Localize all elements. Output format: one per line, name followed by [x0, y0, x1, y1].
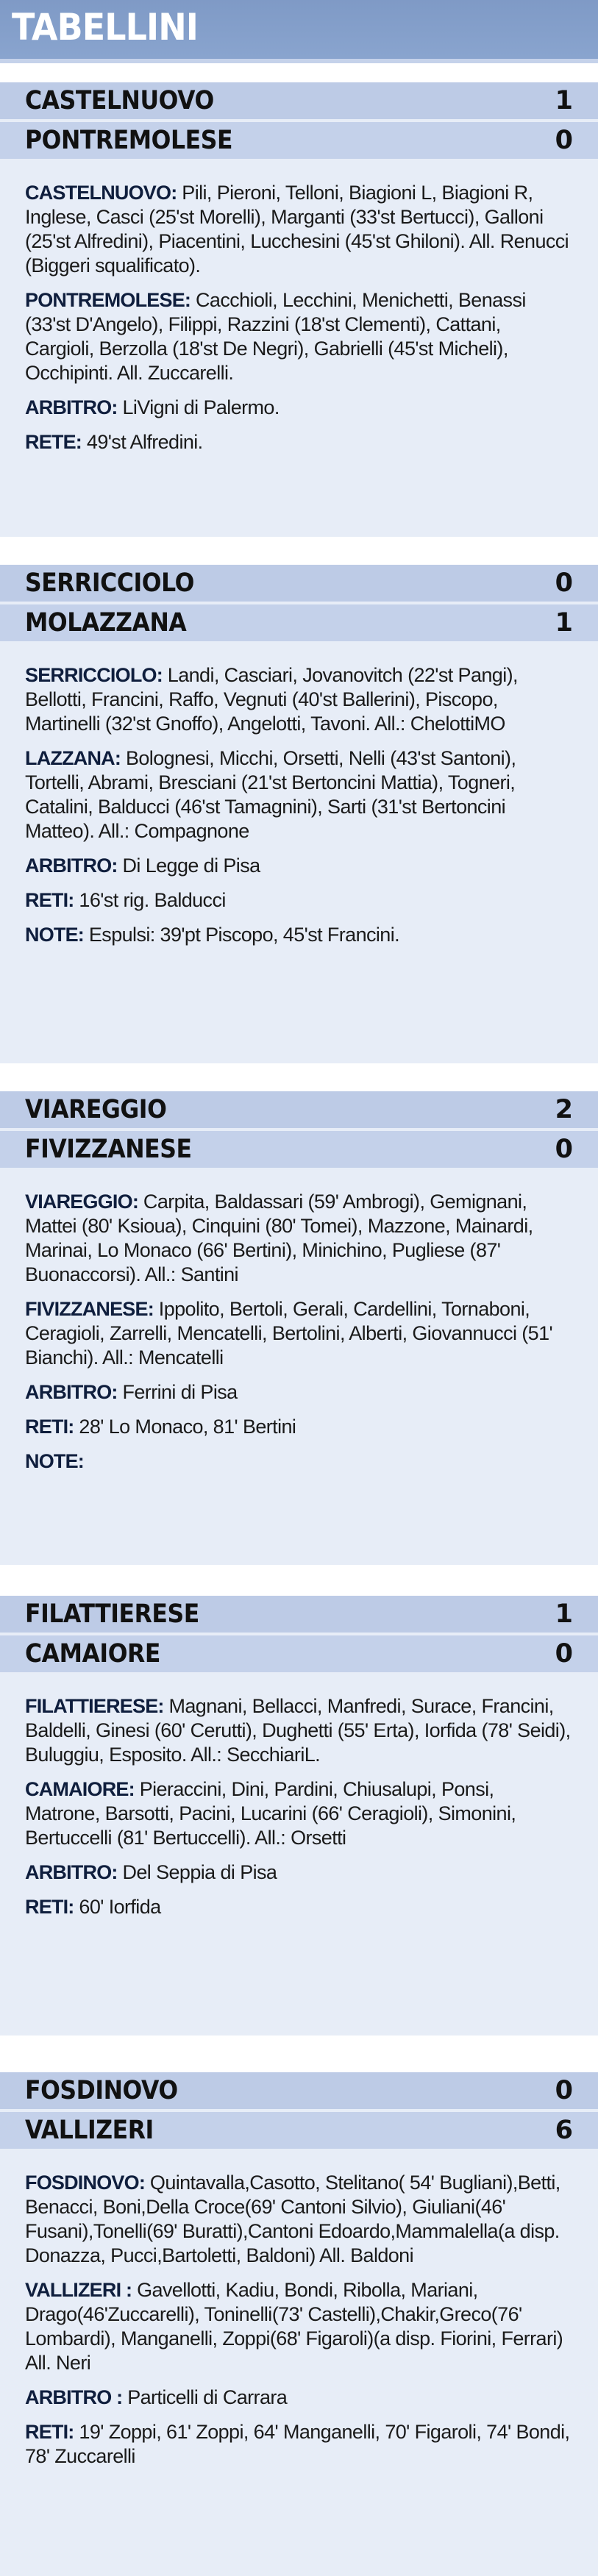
lineup-home [25, 1190, 571, 1287]
detail-text: 19' Zoppi, 61' Zoppi, 64' Manganelli, 70' Figaroli, 74' Bondi, 78' Zuccarelli [25, 2421, 570, 2467]
detail-text: Del Seppia di Pisa [117, 1861, 277, 1883]
away-team-row [0, 122, 598, 159]
detail-text: 16'st rig. Balducci [74, 889, 226, 911]
detail-label: RETI: [25, 1896, 74, 1918]
match-details [25, 181, 571, 465]
lineup-away [25, 288, 571, 385]
home-team-score: 0 [555, 2076, 573, 2105]
home-team-row [0, 565, 598, 602]
detail-text: Cacchioli, Lecchini, Menichetti, Benassi (33'st D'Angelo), Filippi, Razzini (18'st Clementi), Cattani, Cargioli, Berzolla (18'st De Negri), Gabrielli (45'st Micheli), Occhipinti. All. Zuccarelli. [25, 289, 526, 384]
home-team-score: 0 [555, 568, 573, 598]
away-team-score: 0 [555, 1639, 573, 1669]
detail-text: Quintavalla,Casotto, Stelitano( 54' Bugliani),Betti, Benacci, Boni,Della Croce(69' Cantoni Silvio), Giuliani(46' Fusani),Tonelli(69' Buratti),Cantoni Edoardo,Mammalella(a disp. Donazza, Pucci,Bartoletti, Baldoni) All. Baldoni [25, 2172, 560, 2266]
home-team-score: 1 [555, 86, 573, 115]
home-team-row [0, 2072, 598, 2109]
detail-text: LiVigni di Palermo. [117, 396, 280, 418]
lineup-home [25, 2171, 571, 2268]
detail-label: RETI: [25, 889, 74, 911]
away-team-score: 1 [555, 608, 573, 638]
goals [25, 1415, 571, 1439]
detail-text: Espulsi: 39'pt Piscopo, 45'st Francini. [84, 924, 400, 946]
detail-text: 49'st Alfredini. [82, 431, 203, 453]
home-team-name: CASTELNUOVO [25, 86, 214, 115]
lineup-away [25, 1297, 571, 1370]
match-card [0, 82, 598, 537]
match-card [0, 1596, 598, 2036]
goals [25, 888, 571, 913]
away-team-row [0, 2112, 598, 2149]
goals [25, 1895, 571, 1919]
away-team-name: VALLIZERI [25, 2116, 154, 2145]
detail-label: NOTE: [25, 924, 84, 946]
page-header [0, 0, 598, 63]
detail-text: Bolognesi, Micchi, Orsetti, Nelli (43'st Santoni), Tortelli, Abrami, Bresciani (21'st Bertoncini Mattia), Togneri, Catalini, Balducci (46'st Tamagnini), Sarti (31'st Bertoncini Matteo). All.: Compagnone [25, 747, 516, 842]
detail-label: ARBITRO: [25, 854, 118, 877]
home-team-name: SERRICCIOLO [25, 568, 194, 598]
detail-label: VALLIZERI : [25, 2279, 132, 2301]
home-team-name: FILATTIERESE [25, 1599, 199, 1629]
detail-label: FILATTIERESE: [25, 1695, 164, 1717]
detail-text: Pieraccini, Dini, Pardini, Chiusalupi, Ponsi, Matrone, Barsotti, Pacini, Lucarini (66' Ceragioli), Simonini, Bertuccelli (81' Bertuccelli). All.: Orsetti [25, 1778, 516, 1849]
home-team-score: 1 [555, 1599, 573, 1629]
detail-text: Ippolito, Bertoli, Gerali, Cardellini, Tornaboni, Ceragioli, Zarrelli, Mencatelli, Bertolini, Alberti, Giovannucci (51' Bianchi). All.: Mencatelli [25, 1298, 553, 1369]
detail-label: ARBITRO: [25, 1381, 118, 1403]
away-team-score: 0 [555, 1135, 573, 1164]
match-details [25, 1190, 571, 1484]
goals [25, 2420, 571, 2469]
away-team-row [0, 1635, 598, 1672]
detail-text: 60' Iorfida [74, 1896, 161, 1918]
away-team-score: 0 [555, 126, 573, 155]
detail-label: RETI: [25, 1416, 74, 1438]
match-details [25, 1694, 571, 1930]
detail-label: NOTE: [25, 1450, 84, 1472]
match-card [0, 565, 598, 1063]
lineup-home [25, 181, 571, 278]
home-team-row [0, 1596, 598, 1633]
detail-label: CAMAIORE: [25, 1778, 135, 1800]
header-underline [0, 59, 598, 63]
detail-label: RETI: [25, 2421, 74, 2443]
detail-text: Carpita, Baldassari (59' Ambrogi), Gemignani, Mattei (80' Ksioua), Cinquini (80' Tomei), Mazzone, Mainardi, Marinai, Lo Monaco (66' Bertini), Minichino, Pugliese (87' Buonaccorsi). All.: Santini [25, 1191, 533, 1285]
detail-label: CASTELNUOVO: [25, 182, 177, 204]
away-team-name: FIVIZZANESE [25, 1135, 192, 1164]
notes [25, 923, 571, 947]
lineup-home [25, 1694, 571, 1767]
lineup-away [25, 746, 571, 843]
detail-text: Particelli di Carrara [122, 2386, 288, 2408]
match-card [0, 1091, 598, 1565]
away-team-name: CAMAIORE [25, 1639, 160, 1669]
detail-label: ARBITRO: [25, 1861, 118, 1883]
detail-label: RETE: [25, 431, 82, 453]
away-team-name: PONTREMOLESE [25, 126, 233, 155]
home-team-row [0, 82, 598, 119]
notes [25, 1449, 571, 1474]
detail-label: ARBITRO : [25, 2386, 123, 2408]
match-details [25, 2171, 571, 2479]
detail-text: 28' Lo Monaco, 81' Bertini [74, 1416, 296, 1438]
detail-text: Gavellotti, Kadiu, Bondi, Ribolla, Mariani, Drago(46'Zuccarelli), Toninelli(73' Castelli),Chakir,Greco(76' Lombardi), Manganelli, Zoppi(68' Figaroli)(a disp. Fiorini, Ferrari) All. Neri [25, 2279, 563, 2374]
detail-text: Di Legge di Pisa [117, 854, 260, 877]
detail-label: ARBITRO: [25, 396, 118, 418]
detail-label: PONTREMOLESE: [25, 289, 191, 311]
goals [25, 430, 571, 454]
lineup-home [25, 663, 571, 736]
away-team-score: 6 [555, 2116, 573, 2145]
home-team-name: FOSDINOVO [25, 2076, 178, 2105]
referee [25, 1860, 571, 1885]
lineup-away [25, 1777, 571, 1850]
away-team-row [0, 604, 598, 641]
detail-label: FOSDINOVO: [25, 2172, 146, 2194]
referee [25, 396, 571, 420]
away-team-name: MOLAZZANA [25, 608, 187, 638]
detail-text: Ferrini di Pisa [117, 1381, 238, 1403]
referee [25, 1380, 571, 1405]
detail-text: Magnani, Bellacci, Manfredi, Surace, Francini, Baldelli, Ginesi (60' Cerutti), Dughetti (55' Erta), Iorfida (78' Seidi), Buluggiu, Esposito. All.: SecchiariL. [25, 1695, 571, 1766]
away-team-row [0, 1131, 598, 1168]
detail-label: SERRICCIOLO: [25, 664, 163, 686]
referee [25, 854, 571, 878]
detail-text: Pili, Pieroni, Telloni, Biagioni L, Biagioni R, Inglese, Casci (25'st Morelli), Marganti (33'st Bertucci), Galloni (25'st Alfredini), Piacentini, Lucchesini (45'st Ghiloni). All. Renucci (Biggeri squalificato). [25, 182, 569, 276]
home-team-row [0, 1091, 598, 1128]
lineup-away [25, 2278, 571, 2375]
detail-text: Landi, Casciari, Jovanovitch (22'st Pangi), Bellotti, Francini, Raffo, Vegnuti (40'st Ballerini), Piscopo, Martinelli (32'st Gnoffo), Angelotti, Tavoni. All.: ChelottiMO [25, 664, 518, 735]
detail-label: VIAREGGIO: [25, 1191, 139, 1213]
match-card [0, 2072, 598, 2576]
home-team-score: 2 [555, 1095, 573, 1124]
page-title: TABELLINI [12, 6, 198, 49]
home-team-name: VIAREGGIO [25, 1095, 167, 1124]
match-details [25, 663, 571, 957]
referee [25, 2386, 571, 2410]
detail-label: LAZZANA: [25, 747, 121, 769]
detail-label: FIVIZZANESE: [25, 1298, 154, 1320]
